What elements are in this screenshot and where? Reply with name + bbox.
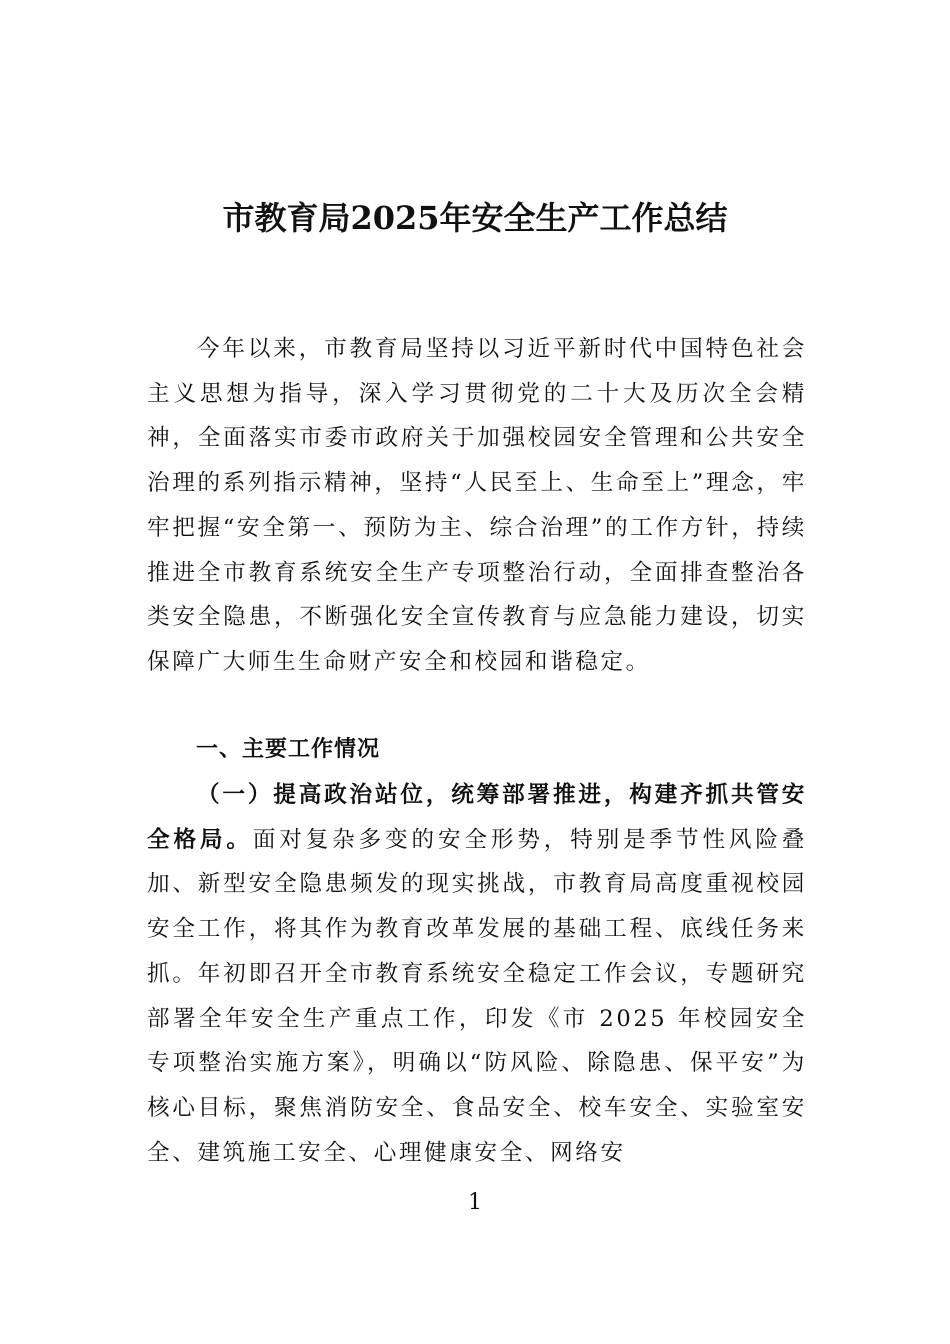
subsection-lead: （一）提高政治站位，统筹部署推进，构建齐抓共管安全格局。 xyxy=(147,782,807,853)
subsection-paragraph xyxy=(147,773,807,1175)
subsection-body: 面对复杂多变的安全形势，特别是季节性风险叠加、新型安全隐患频发的现实挑战，市教育局高度重视校园安全工作，将其作为教育改革发展的基础工程、底线任务来抓。年初即召开全市教育系统安全稳定工作会议，专题研究部署全年安全生产重点工作，印发《市 2025 年校园安全专项整治实施方案》，明确以“防风险、除隐患、保平安”为核心目标，聚焦消防安全、食品安全、校车安全、实验室安全、建筑施工安全、心理健康安全、网络安 xyxy=(147,826,807,1166)
document-title: 市教育局2025年安全生产工作总结 xyxy=(222,199,728,237)
intro-paragraph: 今年以来，市教育局坚持以习近平新时代中国特色社会主义思想为指导，深入学习贯彻党的二十大及历次全会精神，全面落实市委市政府关于加强校园安全管理和公共安全治理的系列指示精神，坚持“人民至上、生命至上”理念，牢牢把握“安全第一、预防为主、综合治理”的工作方针，持续推进全市教育系统安全生产专项整治行动，全面排查整治各类安全隐患，不断强化安全宣传教育与应急能力建设，切实保障广大师生生命财产安全和校园和谐稳定。 xyxy=(147,336,807,675)
section-heading: 一、主要工作情况 xyxy=(196,737,381,762)
page-number: 1 xyxy=(468,1190,482,1215)
